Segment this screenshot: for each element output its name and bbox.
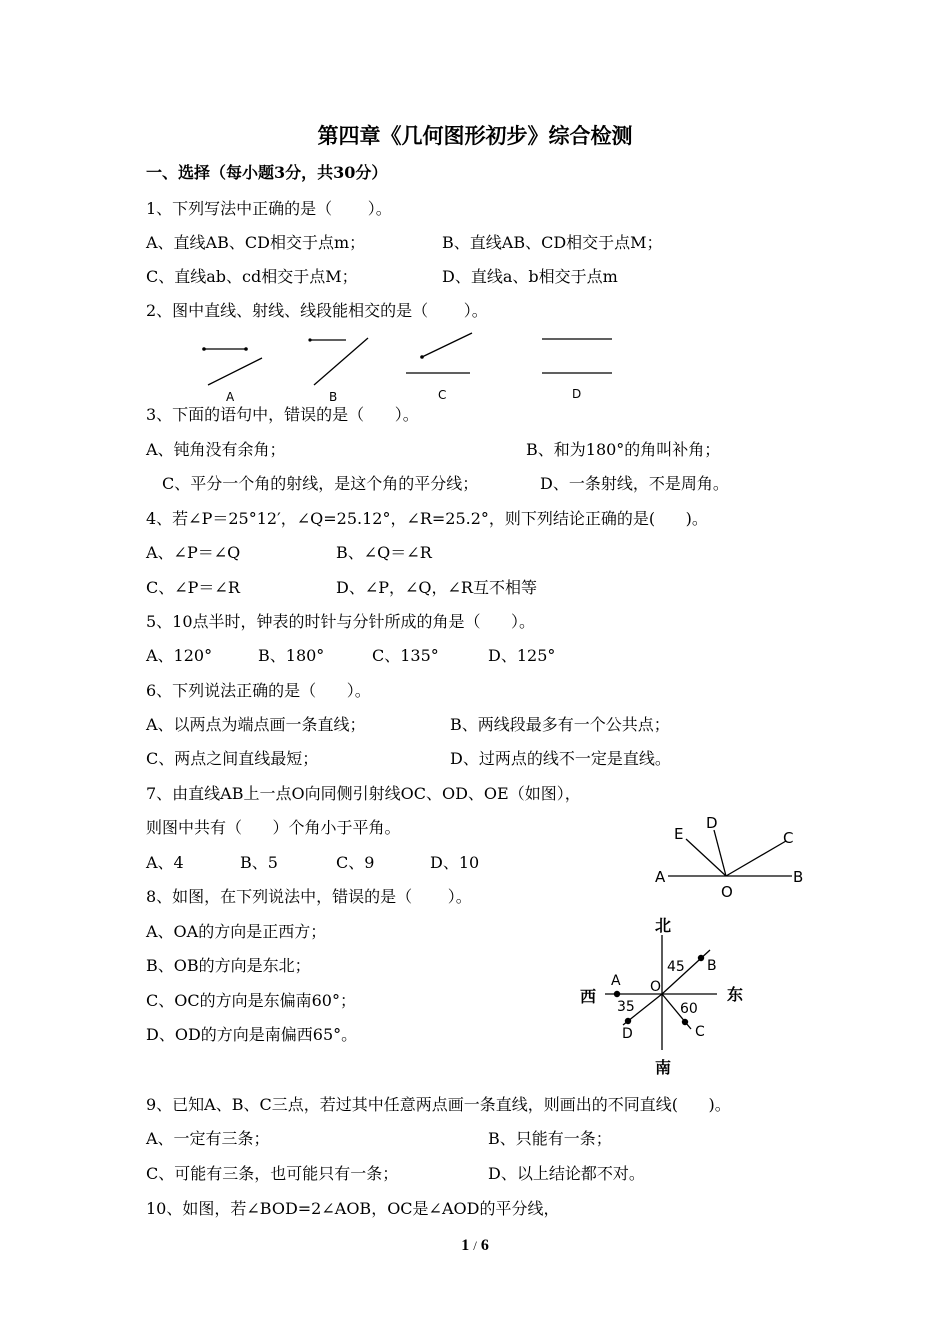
q7-option-b: B、5 — [240, 853, 278, 872]
q6-option-d: D、过两点的线不一定是直线。 — [450, 749, 671, 768]
page-total: 6 — [480, 1237, 489, 1254]
q8-label-c: C — [695, 1024, 705, 1040]
q5-option-a: A、120° — [146, 646, 213, 665]
q8-angle-b: 45 — [667, 959, 685, 975]
q4-option-c: C、∠P＝∠R — [146, 578, 240, 597]
q5-option-d: D、125° — [488, 646, 556, 665]
q10-stem: 10、如图，若∠BOD=2∠AOB，OC是∠AOD的平分线， — [146, 1199, 560, 1218]
q6-option-b: B、两线段最多有一个公共点； — [450, 715, 670, 734]
q8-option-b: B、OB的方向是东北； — [146, 956, 311, 975]
compass-east-label: 东 — [727, 985, 744, 1004]
q6-option-a: A、以两点为端点画一条直线； — [146, 715, 366, 734]
q8-angle-d: 35 — [617, 999, 635, 1015]
q4-option-d: D、∠P，∠Q，∠R互不相等 — [336, 578, 537, 597]
q9-option-b: B、只能有一条； — [488, 1129, 612, 1148]
q4-option-a: A、∠P＝∠Q — [146, 543, 241, 562]
q7-stem-line2: 则图中共有（ ）个角小于平角。 — [146, 818, 401, 837]
q8-compass-figure — [575, 915, 755, 1080]
q1-option-c: C、直线ab、cd相交于点M； — [146, 267, 358, 286]
q7-label-a: A — [655, 868, 666, 886]
q7-option-c: C、9 — [336, 853, 375, 872]
page-separator: / — [473, 1238, 477, 1253]
q7-label-b: B — [793, 868, 804, 886]
q9-stem: 9、已知A、B、C三点，若过其中任意两点画一条直线，则画出的不同直线( )。 — [146, 1095, 731, 1114]
q9-option-a: A、一定有三条； — [146, 1129, 270, 1148]
q2-label-b: B — [329, 390, 338, 402]
q1-option-a: A、直线AB、CD相交于点m； — [146, 233, 366, 252]
q3-option-c: C、平分一个角的射线，是这个角的平分线； — [162, 474, 479, 493]
q8-angle-c: 60 — [680, 1001, 698, 1017]
q8-option-a: A、OA的方向是正西方； — [146, 922, 327, 941]
q3-option-b: B、和为180°的角叫补角； — [526, 440, 721, 459]
q2-label-d: D — [572, 387, 582, 401]
page-number — [0, 1233, 950, 1259]
q7-label-c: C — [783, 829, 794, 847]
q7-option-d: D、10 — [430, 853, 480, 872]
q5-option-b: B、180° — [258, 646, 325, 665]
q3-stem: 3、下面的语句中，错误的是（ ）。 — [146, 405, 419, 424]
q8-label-o: O — [650, 979, 662, 995]
q2-label-c: C — [438, 388, 447, 402]
q7-option-a: A、4 — [146, 853, 184, 872]
compass-west-label: 西 — [580, 987, 597, 1006]
q5-option-c: C、135° — [372, 646, 439, 665]
q7-figure — [650, 808, 820, 904]
section-heading: 一、选择（每小题3分，共30分） — [146, 163, 388, 182]
q4-stem: 4、若∠P＝25°12′，∠Q=25.12°，∠R=25.2°，则下列结论正确的是( )。 — [146, 509, 708, 528]
q9-option-c: C、可能有三条，也可能只有一条； — [146, 1164, 399, 1183]
q8-option-d: D、OD的方向是南偏西65°。 — [146, 1025, 358, 1044]
page-current: 1 — [461, 1237, 470, 1254]
q7-stem-line1: 7、由直线AB上一点O向同侧引射线OC、OD、OE（如图）， — [146, 784, 581, 803]
q8-label-b: B — [707, 958, 717, 974]
q9-option-d: D、以上结论都不对。 — [488, 1164, 645, 1183]
q6-option-c: C、两点之间直线最短； — [146, 749, 319, 768]
q8-label-d: D — [622, 1026, 633, 1042]
q8-stem: 8、如图，在下列说法中，错误的是（ ）。 — [146, 887, 472, 906]
q1-option-d: D、直线a、b相交于点m — [442, 267, 618, 286]
page-title: 第四章《几何图形初步》综合检测 — [317, 123, 633, 148]
q3-option-d: D、一条射线，不是周角。 — [540, 474, 729, 493]
compass-south-label: 南 — [655, 1058, 672, 1077]
q5-stem: 5、10点半时，钟表的时针与分针所成的角是（ ）。 — [146, 612, 536, 631]
q2-stem: 2、图中直线、射线、线段能相交的是（ ）。 — [146, 301, 488, 320]
q1-stem: 1、下列写法中正确的是（ ）。 — [146, 199, 392, 218]
q4-option-b: B、∠Q＝∠R — [336, 543, 432, 562]
q3-option-a: A、钝角没有余角； — [146, 440, 286, 459]
q7-label-e: E — [674, 825, 684, 843]
q8-label-a: A — [611, 973, 621, 989]
q2-label-a: A — [226, 390, 235, 402]
q6-stem: 6、下列说法正确的是（ ）。 — [146, 681, 371, 700]
q7-label-o: O — [721, 883, 733, 901]
q1-option-b: B、直线AB、CD相交于点M； — [442, 233, 663, 252]
compass-north-label: 北 — [655, 916, 672, 935]
q7-label-d: D — [706, 814, 718, 832]
q2-figure — [190, 330, 630, 402]
q8-option-c: C、OC的方向是东偏南60°； — [146, 991, 356, 1010]
